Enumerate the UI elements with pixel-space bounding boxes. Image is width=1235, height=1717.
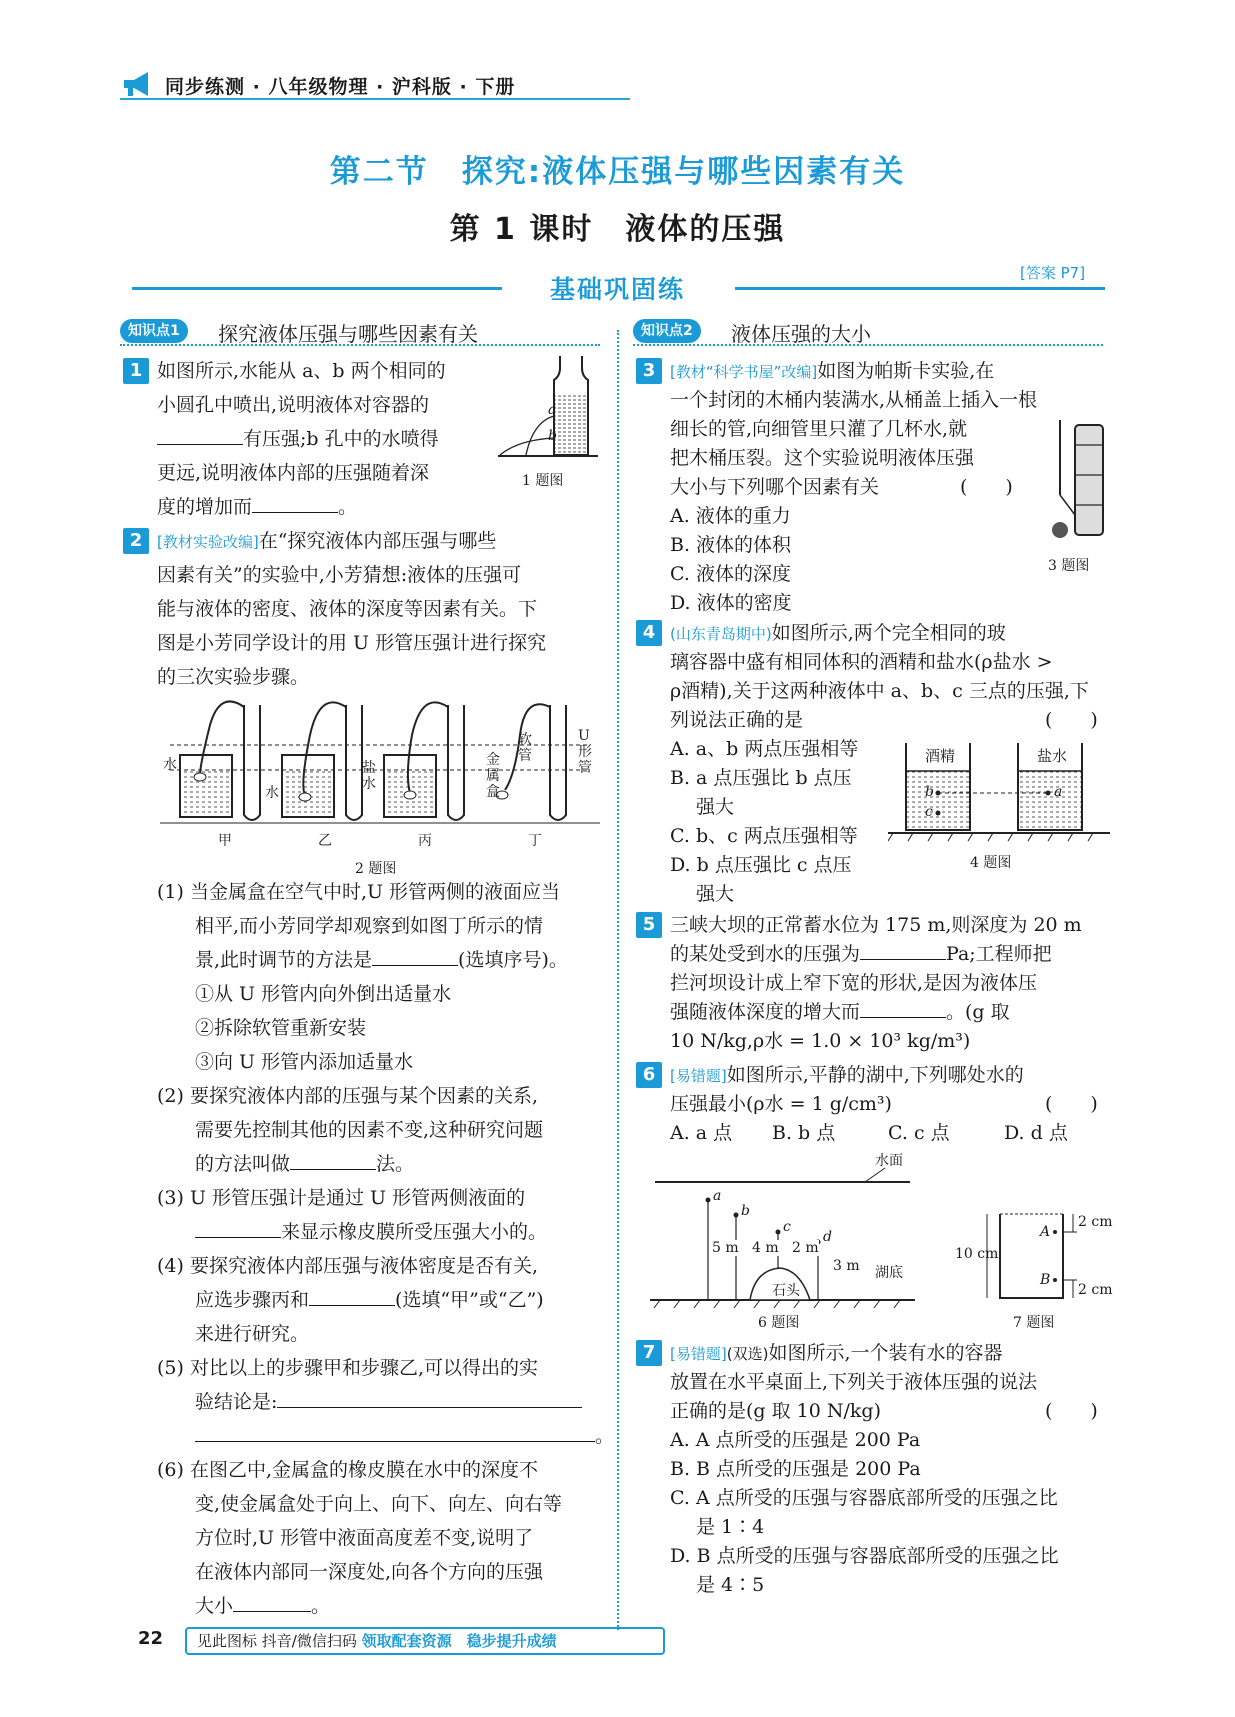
fig-label: b [925,784,934,800]
fig-label: U形管 [578,728,592,776]
q2-line: 的三次实验步骤。 [157,666,310,688]
q2-sub-line: 。 [195,1422,614,1450]
fig-label: 丁 [528,833,542,849]
q3-line: [教材“科学书屋”改编]如图为帕斯卡实验,在 [670,360,995,382]
q1-line: 小圆孔中喷出,说明液体对容器的 [157,394,430,416]
q2-line: 图是小芳同学设计的用 U 形管压强计进行探究 [157,632,547,654]
megaphone-icon [122,70,156,98]
option-b[interactable]: B. b 点 [772,1122,836,1144]
answer-blank[interactable] [252,493,338,513]
q2-line: 能与液体的密度、液体的深度等因素有关。下 [157,598,538,620]
q4-line: 璃容器中盛有相同体积的酒精和盐水(ρ盐水 > [670,651,1053,673]
q6-line: 压强最小(ρ水 = 1 g/cm³) [670,1093,892,1115]
answer-reference: [答案 P7] [1020,264,1086,282]
figure-caption: 6 题图 [758,1315,800,1331]
question-number: 7 [636,1340,662,1366]
q2-sub-line: (1) 当金属盒在空气中时,U 形管两侧的液面应当 [157,881,561,903]
fig-label: 丙 [418,833,432,849]
fig-label: 2 m [792,1240,819,1256]
q7-line: 正确的是(g 取 10 N/kg) [670,1400,881,1422]
q2-sub-line: 相平,而小芳同学却观察到如图丁所示的情 [195,915,544,937]
option-d[interactable]: D. d 点 [1004,1122,1068,1144]
answer-paren[interactable]: ( ) [1045,1093,1098,1115]
answer-paren[interactable]: ( ) [960,476,1013,498]
band-title: 基础巩固练 [549,275,685,304]
kp-badge: 知识点2 [633,319,701,343]
fig-label: b [741,1203,750,1219]
q2-sub-line: ③向 U 形管内添加适量水 [195,1051,414,1073]
footer-text: 见此图标 抖音/微信扫码 [197,1632,357,1650]
fig-label: 水面 [875,1153,903,1169]
question-number: 1 [123,358,149,384]
figure-caption: 7 题图 [1013,1315,1055,1331]
option-c[interactable]: C. A 点所受的压强与容器底部所受的压强之比 [670,1487,1058,1509]
q7-line: 放置在水平桌面上,下列关于液体压强的说法 [670,1371,1038,1393]
fig-label: 3 m [833,1258,860,1274]
kp-badge: 知识点1 [120,319,188,343]
header-title: 同步练测 · 八年级物理 · 沪科版 · 下册 [165,76,516,98]
footer-highlight: 领取配套资源 稳步提升成绩 [361,1632,557,1650]
answer-blank[interactable] [277,1388,582,1408]
answer-blank[interactable] [233,1592,311,1612]
figure-caption: 4 题图 [970,855,1012,871]
answer-blank[interactable] [860,998,946,1018]
fig-label: 盐水 [362,760,376,792]
answer-blank[interactable] [309,1286,395,1306]
q2-sub-line: 来显示橡皮膜所受压强大小的。 [195,1218,547,1246]
option-b[interactable]: B. B 点所受的压强是 200 Pa [670,1458,921,1480]
answer-blank[interactable] [195,1218,281,1238]
question-tag: [教材实验改编] [157,533,259,551]
q3-line: 大小与下列哪个因素有关 [670,476,880,498]
fig-label: 4 m [752,1240,779,1256]
question-tag: [易错题] [670,1345,727,1363]
fig-label: 5 m [712,1240,739,1256]
q5-line: 拦河坝设计成上窄下宽的形状,是因为液体压 [670,972,1038,994]
fig-label: 软管 [518,732,532,764]
fig-label: 甲 [218,833,232,849]
figure-caption: 2 题图 [355,861,397,877]
q2-line: 因素有关”的实验中,小芳猜想:液体的压强可 [157,564,522,586]
fig-label: 2 cm [1078,1214,1113,1230]
option-c[interactable]: C. c 点 [888,1122,950,1144]
fig-label: 金属盒 [486,752,500,800]
option-b[interactable]: B. 液体的体积 [670,534,792,556]
q4-line: ρ酒精),关于这两种液体中 a、b、c 三点的压强,下 [670,680,1089,702]
answer-blank[interactable] [157,425,243,445]
question-tag: (山东青岛期中) [670,625,772,643]
option-a[interactable]: A. a、b 两点压强相等 [670,738,859,760]
q5-line: 10 N/kg,ρ水 = 1.0 × 10³ kg/m³) [670,1030,971,1052]
fig-label: 石头 [772,1283,800,1299]
option-d-cont: 是 4∶5 [696,1574,765,1596]
section-title: 第二节 探究:液体压强与哪些因素有关 [329,154,906,190]
q6-line: [易错题]如图所示,平静的湖中,下列哪处水的 [670,1064,1024,1086]
fig-label: a [548,402,557,418]
fig-label: d [823,1229,832,1245]
question-number: 6 [636,1062,662,1088]
q3-line: 一个封闭的木桶内装满水,从桶盖上插入一根 [670,389,1038,411]
fig-label: 水 [265,785,279,801]
knowledge-point-1 [120,318,600,346]
q2-sub-line: 方位时,U 形管中液面高度差不变,说明了 [195,1527,534,1549]
fig-label: A [1040,1224,1051,1240]
question-number: 3 [636,358,662,384]
q2-sub-line: 大小 。 [195,1592,330,1620]
fig-label: a [713,1188,722,1204]
option-d-cont: 强大 [696,883,735,905]
fig-label: 盐水 [1037,747,1068,765]
answer-blank[interactable] [860,940,946,960]
q2-sub-line: 景,此时调节的方法是 (选填序号)。 [195,946,568,974]
q2-sub-line: (4) 要探究液体内部压强与液体密度是否有关, [157,1255,538,1277]
q2-sub-line: 应选步骤丙和 (选填“甲”或“乙”) [195,1286,544,1314]
option-c[interactable]: C. 液体的深度 [670,563,791,585]
q3-line: 把木桶压裂。这个实验说明液体压强 [670,447,975,469]
q2-sub-line: 在液体内部同一深度处,向各个方向的压强 [195,1561,544,1583]
answer-blank[interactable] [195,1422,595,1442]
q2-sub-line: ①从 U 形管内向外倒出适量水 [195,983,452,1005]
option-d[interactable]: D. 液体的密度 [670,592,792,614]
q2-sub-line: 需要先控制其他的因素不变,这种研究问题 [195,1119,544,1141]
q1-line: 如图所示,水能从 a、b 两个相同的 [157,360,446,382]
question-number: 5 [636,912,662,938]
q7-line: [易错题](双选)如图所示,一个装有水的容器 [670,1342,1003,1364]
q1-line: 更远,说明液体内部的压强随着深 [157,462,430,484]
fig-label: 湖底 [875,1265,903,1281]
band-rule-left [132,287,502,290]
q3-line: 细长的管,向细管里只灌了几杯水,就 [670,418,968,440]
option-d[interactable]: D. b 点压强比 c 点压 [670,854,852,876]
fig-label: c [783,1219,791,1235]
q3-figure [1040,415,1110,550]
q2-figure [160,695,600,835]
q2-sub-line: 变,使金属盒处于向上、向下、向左、向右等 [195,1493,563,1515]
q4-figure [888,735,1110,845]
fig-label: c [925,804,933,820]
option-c-cont: 是 1∶4 [696,1516,765,1538]
q2-sub-line: 验结论是: [195,1388,582,1416]
q2-sub-line: (5) 对比以上的步骤甲和步骤乙,可以得出的实 [157,1357,538,1379]
fig-label: a [1054,784,1063,800]
fig-label: 乙 [318,833,332,849]
option-a[interactable]: A. A 点所受的压强是 200 Pa [670,1429,921,1451]
answer-paren[interactable]: ( ) [1045,709,1098,731]
option-b[interactable]: B. a 点压强比 b 点压 [670,767,852,789]
fig-label: 水 [163,757,177,773]
header-rule [120,98,630,100]
lesson-title: 第 1 课时 液体的压强 [449,212,786,247]
answer-blank[interactable] [372,946,458,966]
q4-line: (山东青岛期中)如图所示,两个完全相同的玻 [670,622,1006,644]
knowledge-point-2 [633,318,1103,346]
q2-sub-line: 来进行研究。 [195,1323,310,1345]
answer-paren[interactable]: ( ) [1045,1400,1098,1422]
fig-label: 2 cm [1078,1282,1113,1298]
q5-line: 三峡大坝的正常蓄水位为 175 m,则深度为 20 m [670,914,1082,936]
page-number: 22 [138,1628,164,1649]
answer-blank[interactable] [290,1150,376,1170]
option-a[interactable]: A. 液体的重力 [670,505,791,527]
fig-label: B [1040,1272,1051,1288]
figure-caption: 3 题图 [1048,558,1090,574]
option-c[interactable]: C. b、c 两点压强相等 [670,825,858,847]
fig-label: b [548,428,557,444]
footer-banner [185,1627,665,1655]
q5-line: 强随液体深度的增大而 。(g 取 [670,998,1010,1026]
q2-sub-line: 的方法叫做 法。 [195,1150,414,1178]
q1-line: 度的增加而 。 [157,493,357,521]
kp-title: 液体压强的大小 [731,322,871,346]
question-tag: [易错题] [670,1067,727,1085]
q2-sub-line: (2) 要探究液体内部的压强与某个因素的关系, [157,1085,538,1107]
option-b-cont: 强大 [696,796,735,818]
question-tag: [教材“科学书屋”改编] [670,363,818,381]
q2-sub-line: (3) U 形管压强计是通过 U 形管两侧液面的 [157,1187,526,1209]
q2-sub-line: (6) 在图乙中,金属盒的橡皮膜在水中的深度不 [157,1459,538,1481]
q5-line: 的某处受到水的压强为 Pa;工程师把 [670,940,1052,968]
column-divider [617,330,619,1630]
fig-label: 酒精 [925,747,956,765]
q4-line: 列说法正确的是 [670,709,804,731]
q2-line: [教材实验改编]在“探究液体内部压强与哪些 [157,530,497,552]
question-number: 4 [636,620,662,646]
q1-line: 有压强;b 孔中的水喷得 [157,425,439,453]
figure-caption: 1 题图 [522,473,564,489]
band-rule-right [735,287,1105,290]
option-a[interactable]: A. a 点 [670,1122,733,1144]
question-number: 2 [123,528,149,554]
option-d[interactable]: D. B 点所受的压强与容器底部所受的压强之比 [670,1545,1059,1567]
q2-sub-line: ②拆除软管重新安装 [195,1017,367,1039]
kp-title: 探究液体压强与哪些因素有关 [218,322,478,346]
fig-label: 10 cm [955,1246,999,1262]
